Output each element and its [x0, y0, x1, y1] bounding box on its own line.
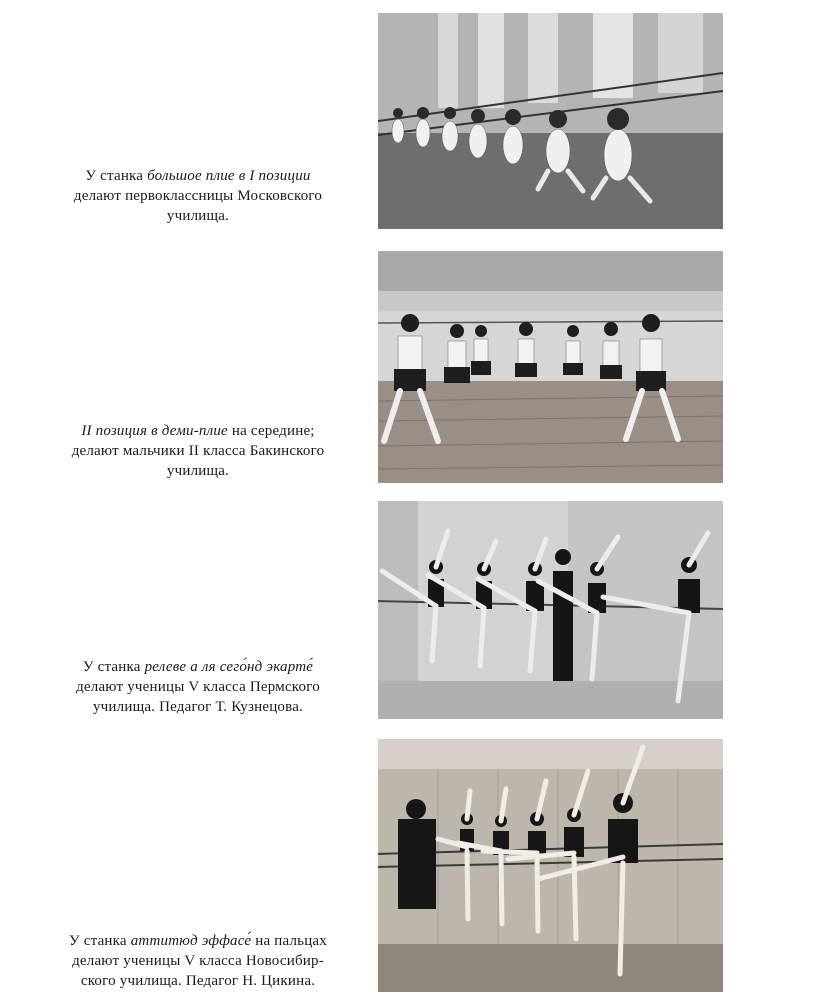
- caption-2-line-1: II позиция в деми-плие на середине;: [81, 423, 315, 439]
- caption-4-line-2: делают ученицы V класса Новосибир-: [72, 953, 324, 969]
- caption-4-term: аттитюд эффасе́: [130, 933, 252, 949]
- photo-releve-ecarte: [378, 501, 723, 719]
- caption-1-term: большое плие в I позиции: [147, 168, 311, 184]
- caption-4: [22, 931, 374, 991]
- caption-1-line-1: У станка большое плие в I позиции: [85, 168, 311, 184]
- caption-1-line-3: училища.: [166, 208, 230, 224]
- caption-2-term: II позиция в деми-плие: [81, 423, 228, 439]
- caption-2-line-3: училища.: [166, 463, 230, 479]
- photo-girls-barre-grand-plie: [378, 13, 723, 229]
- caption-1: [22, 166, 374, 226]
- caption-3-term: релеве а ля сего́нд экарте́: [144, 659, 314, 675]
- caption-4-line-1: У станка аттитюд эффасе́ на пальцах: [69, 933, 327, 949]
- photo-attitude-effacee: [378, 739, 723, 992]
- caption-1-line-2: делают первоклассницы Московского: [73, 188, 323, 204]
- caption-3-line-2: делают ученицы V класса Пермского: [76, 679, 320, 695]
- caption-3: [22, 657, 374, 717]
- caption-2: [22, 421, 374, 481]
- caption-2-line-2: делают мальчики II класса Бакинского: [71, 443, 325, 459]
- caption-3-line-1: У станка релеве а ля сего́нд экарте́: [82, 659, 314, 675]
- photo-boys-second-position: [378, 251, 723, 483]
- caption-4-line-3: ского училища. Педагог Н. Цикина.: [80, 973, 316, 989]
- caption-3-line-3: училища. Педагог Т. Кузнецова.: [92, 699, 304, 715]
